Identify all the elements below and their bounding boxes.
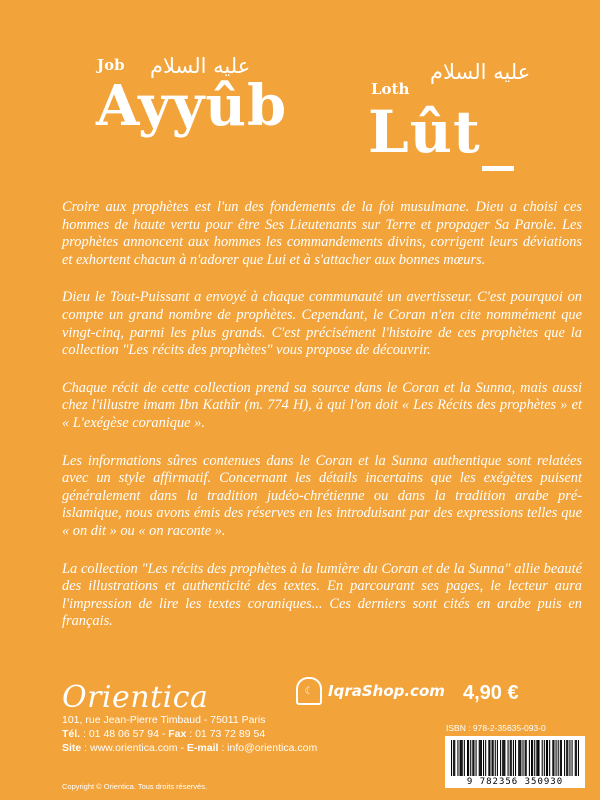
barcode xyxy=(445,736,585,788)
copyright-notice: Copyright © Orientica. Tous droits réservés. xyxy=(62,782,208,791)
barcode-bars-icon xyxy=(451,740,579,776)
arabic-honorific-ayyub: عليه السلام xyxy=(150,54,251,78)
price-tag: 4,90 € xyxy=(463,682,519,704)
address-line: 101, rue Jean-Pierre Timbaud - 75011 Paris xyxy=(62,714,266,726)
fax-value: : 01 73 72 89 54 xyxy=(186,728,266,740)
tel-label: Tél. xyxy=(62,728,81,740)
paragraph-prophets: Croire aux prophètes est l'un des fondements de la foi musulmane. Dieu a choisi ces hommes de haute vertu pour être Ses Lieutenants sur Terre et propager Sa Parole. Les prophètes annoncent aux hommes les commandements divins, corrigent leurs déviations et exhortent chacun à n'adorer que Lui et à s'attacher aux bonnes mœurs. xyxy=(62,199,582,268)
barcode-digits: 9 782356 350930 xyxy=(466,777,564,787)
shop-logo xyxy=(296,676,445,706)
email-label: E-mail xyxy=(186,742,219,754)
arabic-honorific-lut: عليه السلام xyxy=(430,60,531,84)
description-text xyxy=(62,199,582,651)
fax-label: Fax xyxy=(168,728,187,740)
site-label: Site xyxy=(62,742,82,754)
paragraph-sources: Chaque récit de cette collection prend sa source dans le Coran et la Sunna, mais aussi chez l'illustre imam Ibn Kathîr (m. 774 H), à qui l'on doit « Les Récits des prophètes » et « L'exégèse coranique ». xyxy=(62,379,582,431)
tel-value: : 01 48 06 57 94 - xyxy=(80,728,169,740)
shop-name: IqraShop.com xyxy=(328,682,445,700)
email-value: : info@orientica.com xyxy=(218,742,318,754)
loth-label: Loth xyxy=(371,80,410,98)
isbn-number: ISBN : 978-2-35635-093-0 xyxy=(446,723,546,733)
job-label: Job xyxy=(97,56,125,74)
paragraph-information: Les informations sûres contenues dans le Coran et la Sunna authentique sont relatées avec un style affirmatif. Concernant les détails incertains que les exégètes puisent généralement dans la tradition judéo-chrétienne ou dans la tradition arabe pré-islamique, nous avons émis des réserves en les introduisant par des expressions telles que « on dit » ou « on raconte ». xyxy=(62,452,582,539)
site-value: : www.orientica.com - xyxy=(81,742,187,754)
title-block xyxy=(0,0,600,175)
lut-underbar xyxy=(482,166,514,171)
ayyub-title: Ayyûb xyxy=(96,73,288,139)
publisher-address xyxy=(62,713,402,755)
publisher-logo: Orientica xyxy=(62,680,209,715)
paragraph-collection: La collection "Les récits des prophètes à la lumière du Coran et de la Sunna" allie beauté des illustrations et authenticité des textes. En parcourant ses pages, le lecteur aura l'impression de lire les textes coraniques... Ces derniers sont cités en arabe puis en français. xyxy=(62,560,582,630)
web-line xyxy=(62,741,402,755)
paragraph-warner: Dieu le Tout-Puissant a envoyé à chaque communauté un avertisseur. C'est pourquoi on compte un grand nombre de prophètes. Cependant, le Coran n'en cite nommément que vingt-cinq, parmi les plus grands. C'est précisément l'histoire de ces prophètes que la collection "Les récits des prophètes" vous propose de découvrir. xyxy=(62,289,582,359)
lut-title: Lût xyxy=(368,98,481,166)
phone-fax-line xyxy=(62,727,402,741)
shop-mosque-icon: ☾ xyxy=(296,677,322,705)
